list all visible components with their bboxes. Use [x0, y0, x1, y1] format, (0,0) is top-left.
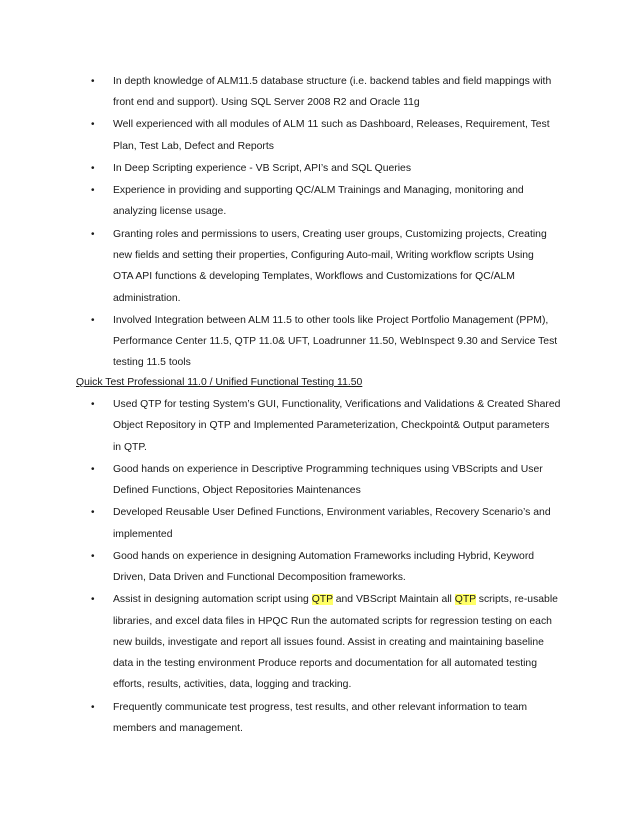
list-item-line: Driven, Data Driven and Functional Decomposition frameworks.: [113, 572, 406, 584]
list-item-line: Object Repository in QTP and Implemented Parameterization, Checkpoint& Output parameters: [113, 420, 550, 432]
list-item-line: Involved Integration between ALM 11.5 to other tools like Project Portfolio Management (PPM),: [113, 314, 549, 326]
bullet-marker: •: [91, 463, 95, 475]
alm-skills-section: [76, 71, 576, 375]
list-item-line: Performance Center 11.5, QTP 11.0& UFT, Loadrunner 11.50, WebInspect 9.30 and Service Test: [113, 336, 558, 348]
list-item: [76, 180, 576, 223]
list-item-line: Granting roles and permissions to users, Creating user groups, Customizing projects, Creating: [113, 228, 547, 240]
text-run: and VBScript Maintain all: [332, 594, 455, 606]
bullet-marker: •: [91, 76, 95, 87]
list-item-line: new fields and setting their properties, Configuring Auto-mail, Writing workflow scripts Using: [113, 249, 534, 261]
list-item-line: OTA API functions & developing Templates, Workflows and Customizations for QC/ALM: [113, 271, 515, 283]
list-item-line: Frequently communicate test progress, test results, and other relevant information to team: [113, 701, 528, 713]
list-item-line: administration.: [113, 292, 181, 304]
list-item-line: data in the testing environment Produce reports and documentation for all automated testing: [113, 658, 537, 670]
qtp-skills-list: [76, 394, 576, 739]
highlighted-term: QTP: [454, 594, 476, 606]
list-item-line: Used QTP for testing System’s GUI, Functionality, Verifications and Validations & Created Shared: [113, 399, 561, 410]
highlighted-term: QTP: [311, 594, 333, 606]
alm-skills-list: [76, 71, 576, 374]
bullet-marker: •: [91, 594, 95, 606]
list-item: [76, 546, 576, 589]
list-item-line: implemented: [113, 528, 173, 540]
list-item: [76, 459, 576, 502]
text-run: scripts, re-usable: [475, 594, 558, 606]
list-item-line: In Deep Scripting experience - VB Script, API’s and SQL Queries: [113, 162, 412, 174]
list-item-line: efforts, results, activities, data, logging and tracking.: [113, 679, 352, 691]
list-item: [76, 224, 576, 309]
list-item-line: Well experienced with all modules of ALM 11 such as Dashboard, Releases, Requirement, Test: [113, 119, 550, 131]
list-item-line: Plan, Test Lab, Defect and Reports: [113, 140, 274, 152]
list-item-line: testing 11.5 tools: [113, 357, 191, 369]
list-item-line: front end and support). Using SQL Server 2008 R2 and Oracle 11g: [113, 97, 420, 109]
text-run: Assist in designing automation script using: [113, 594, 312, 606]
list-item-line: members and management.: [113, 722, 243, 734]
list-item: [76, 114, 576, 157]
list-item-line: [113, 589, 576, 610]
list-item: [76, 697, 576, 740]
bullet-marker: •: [91, 228, 95, 240]
list-item: [76, 71, 576, 114]
bullet-marker: •: [91, 314, 95, 326]
bullet-marker: •: [91, 701, 95, 713]
list-item-line: Defined Functions, Object Repositories Maintenances: [113, 485, 361, 497]
list-item-line: Good hands on experience in Descriptive Programming techniques using VBScripts and User: [113, 463, 543, 475]
list-item-line: libraries, and excel data files in HPQC Run the automated scripts for regression testing on each: [113, 615, 552, 627]
bullet-marker: •: [91, 399, 95, 410]
bullet-marker: •: [91, 507, 95, 519]
section-heading-qtp: Quick Test Professional 11.0 / Unified Functional Testing 11.50: [76, 377, 363, 388]
list-item: [76, 502, 576, 545]
bullet-marker: •: [91, 119, 95, 131]
list-item-line: In depth knowledge of ALM11.5 database structure (i.e. backend tables and field mappings with: [113, 76, 552, 87]
list-item: [76, 158, 576, 179]
list-item: [76, 310, 576, 374]
list-item-line: new builds, investigate and report all issues found. Assist in creating and maintaining baseline: [113, 636, 544, 648]
bullet-marker: •: [91, 185, 95, 197]
bullet-marker: •: [91, 550, 95, 562]
bullet-marker: •: [91, 162, 95, 174]
list-item: [76, 394, 576, 458]
list-item-line: Experience in providing and supporting QC/ALM Trainings and Managing, monitoring and: [113, 185, 524, 197]
list-item-line: Good hands on experience in designing Automation Frameworks including Hybrid, Keyword: [113, 550, 535, 562]
qtp-skills-section: [76, 394, 576, 740]
list-item-line: Developed Reusable User Defined Functions, Environment variables, Recovery Scenario’s and: [113, 507, 551, 519]
list-item-line: in QTP.: [113, 441, 147, 453]
list-item-line: analyzing license usage.: [113, 206, 227, 218]
list-item: [76, 589, 576, 695]
